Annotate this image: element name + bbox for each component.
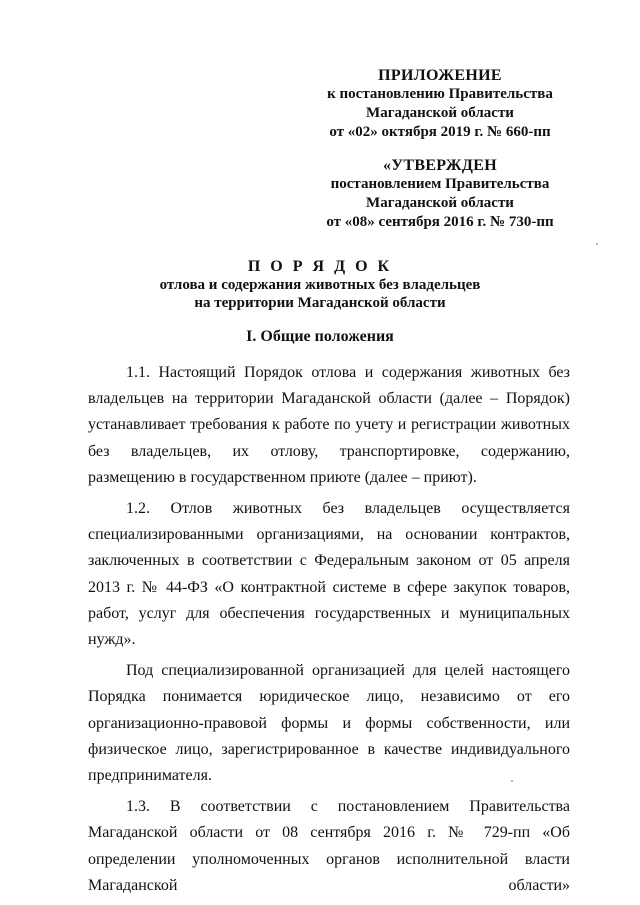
scan-speck: [511, 780, 513, 782]
approved-date-line: от «08» сентября 2016 г. № 730-пп: [326, 214, 554, 230]
document-title: [100, 258, 540, 312]
title-line: отлова и содержания животных без владельцев: [159, 277, 481, 293]
approved-line: Магаданской области: [366, 195, 514, 211]
section-heading: I. Общие положения: [246, 328, 394, 345]
appendix-line: к постановлению Правительства: [327, 86, 553, 102]
approved-line: постановлением Правительства: [330, 176, 550, 192]
appendix-date-line: от «02» октября 2019 г. № 660-пп: [329, 124, 551, 140]
approved-heading: «УТВЕРЖДЕН: [383, 157, 497, 174]
paragraph: Под специализированной организацией для целей настоящего Порядка понимается юридическое лицо, независимо от его организационно-правовой формы и формы собственности, или физическое лицо, зарегистрированное в качестве индивидуального предпринимателя.: [88, 662, 570, 785]
appendix-block: [300, 66, 580, 142]
title-line: на территории Магаданской области: [194, 295, 446, 311]
appendix-heading: ПРИЛОЖЕНИЕ: [378, 67, 502, 84]
paragraph: 1.2. Отлов животных без владельцев осуществляется специализированными организациями, на основании контрактов, заключенных в соответствии с Федеральным законом от 05 апреля 2013 г. № 44-ФЗ «О контрактной системе в сфере закупок товаров, работ, услуг для обеспечения государственных и муниципальных нужд».: [88, 500, 570, 649]
title-word: П О Р Я Д О К: [247, 258, 393, 275]
approved-block: [300, 156, 580, 232]
paragraph: 1.3. В соответствии с постановлением Правительства Магаданской области от 08 сентября 2016 г. № 729-пп «Об определении уполномоченных органов исполнительной власти Магаданской области»: [88, 798, 570, 894]
scan-speck: [596, 243, 598, 245]
paragraph: 1.1. Настоящий Порядок отлова и содержания животных без владельцев на территории Магаданской области (далее – Порядок) устанавливает требования к работе по учету и регистрации животных без владельцев, их отлову, транспортировке, содержанию, размещению в государственном приюте (далее – приют).: [88, 364, 570, 486]
document-body: [88, 360, 570, 904]
appendix-line: Магаданской области: [366, 105, 514, 121]
